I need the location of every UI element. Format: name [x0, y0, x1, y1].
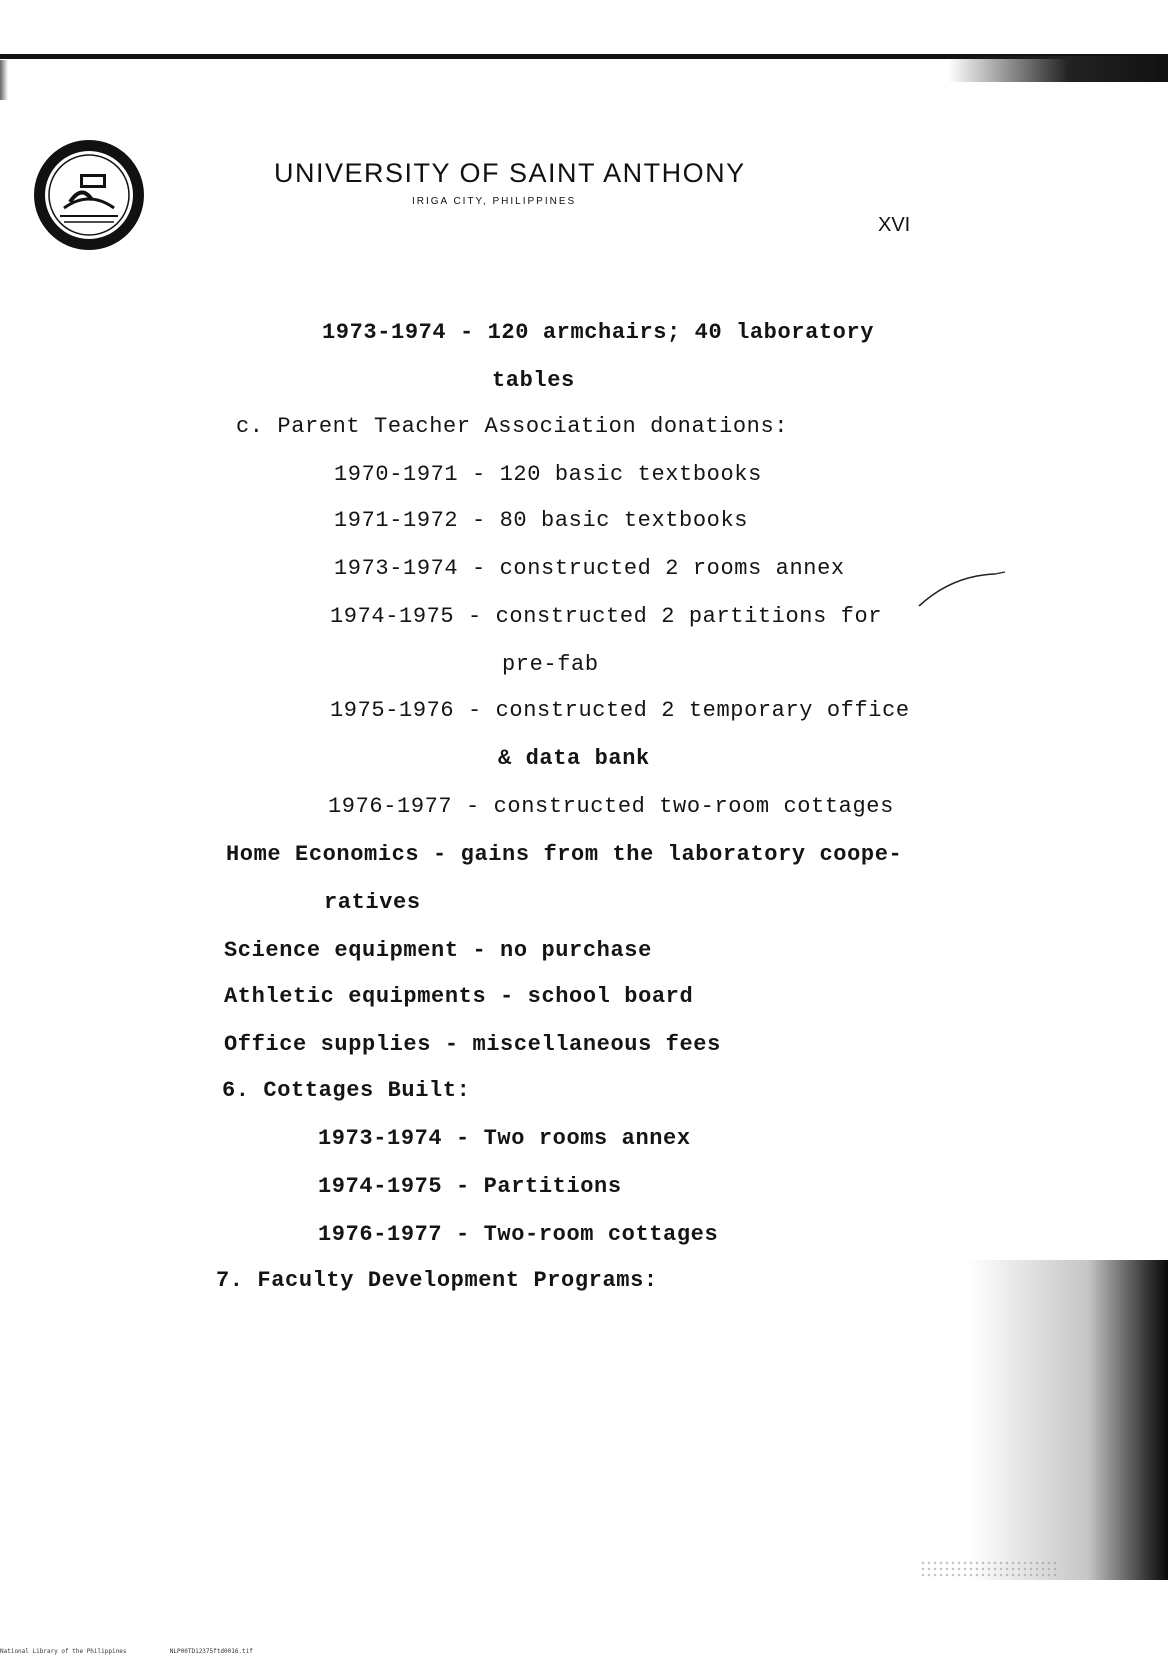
university-city: IRIGA CITY, PHILIPPINES: [412, 196, 577, 207]
footer-file: NLP00TD12375ftd0016.tif: [169, 1648, 253, 1655]
text-line: & data bank: [498, 746, 650, 771]
footer-library: National Library of the Philippines: [0, 1648, 127, 1655]
text-line: 1974-1975 - constructed 2 partitions for: [330, 604, 883, 629]
text-line: Science equipment - no purchase: [224, 938, 652, 963]
text-line: Athletic equipments - school board: [224, 984, 694, 1009]
text-line: 6. Cottages Built:: [222, 1078, 471, 1103]
scan-footer: [0, 1648, 253, 1655]
text-line: tables: [492, 368, 575, 393]
scan-shadow-left: [0, 60, 8, 100]
text-line: Home Economics - gains from the laboratory coope-: [226, 842, 903, 867]
text-line: 1976-1977 - Two-room cottages: [318, 1222, 719, 1247]
scan-noise: [920, 1560, 1060, 1578]
text-line: pre-fab: [502, 652, 599, 677]
pen-stroke-mark: [915, 568, 1015, 608]
university-name: UNIVERSITY OF SAINT ANTHONY: [274, 158, 746, 188]
text-line: 1970-1971 - 120 basic textbooks: [334, 462, 762, 487]
text-line: 1974-1975 - Partitions: [318, 1174, 622, 1199]
university-seal-logo: [32, 138, 146, 252]
text-line: 1973-1974 - 120 armchairs; 40 laboratory: [322, 320, 875, 345]
text-line: c. Parent Teacher Association donations:: [236, 414, 789, 439]
text-line: 7. Faculty Development Programs:: [216, 1268, 658, 1293]
scan-shadow-top-right: [948, 56, 1168, 82]
text-line: 1973-1974 - constructed 2 rooms annex: [334, 556, 845, 581]
scan-shadow-bottom-right: [968, 1260, 1168, 1580]
text-line: 1971-1972 - 80 basic textbooks: [334, 508, 749, 533]
text-line: 1976-1977 - constructed two-room cottages: [328, 794, 894, 819]
page-number: XVI: [878, 214, 911, 236]
text-line: 1975-1976 - constructed 2 temporary office: [330, 698, 910, 723]
text-line: 1973-1974 - Two rooms annex: [318, 1126, 691, 1151]
text-line: Office supplies - miscellaneous fees: [224, 1032, 721, 1057]
text-line: ratives: [324, 890, 421, 915]
